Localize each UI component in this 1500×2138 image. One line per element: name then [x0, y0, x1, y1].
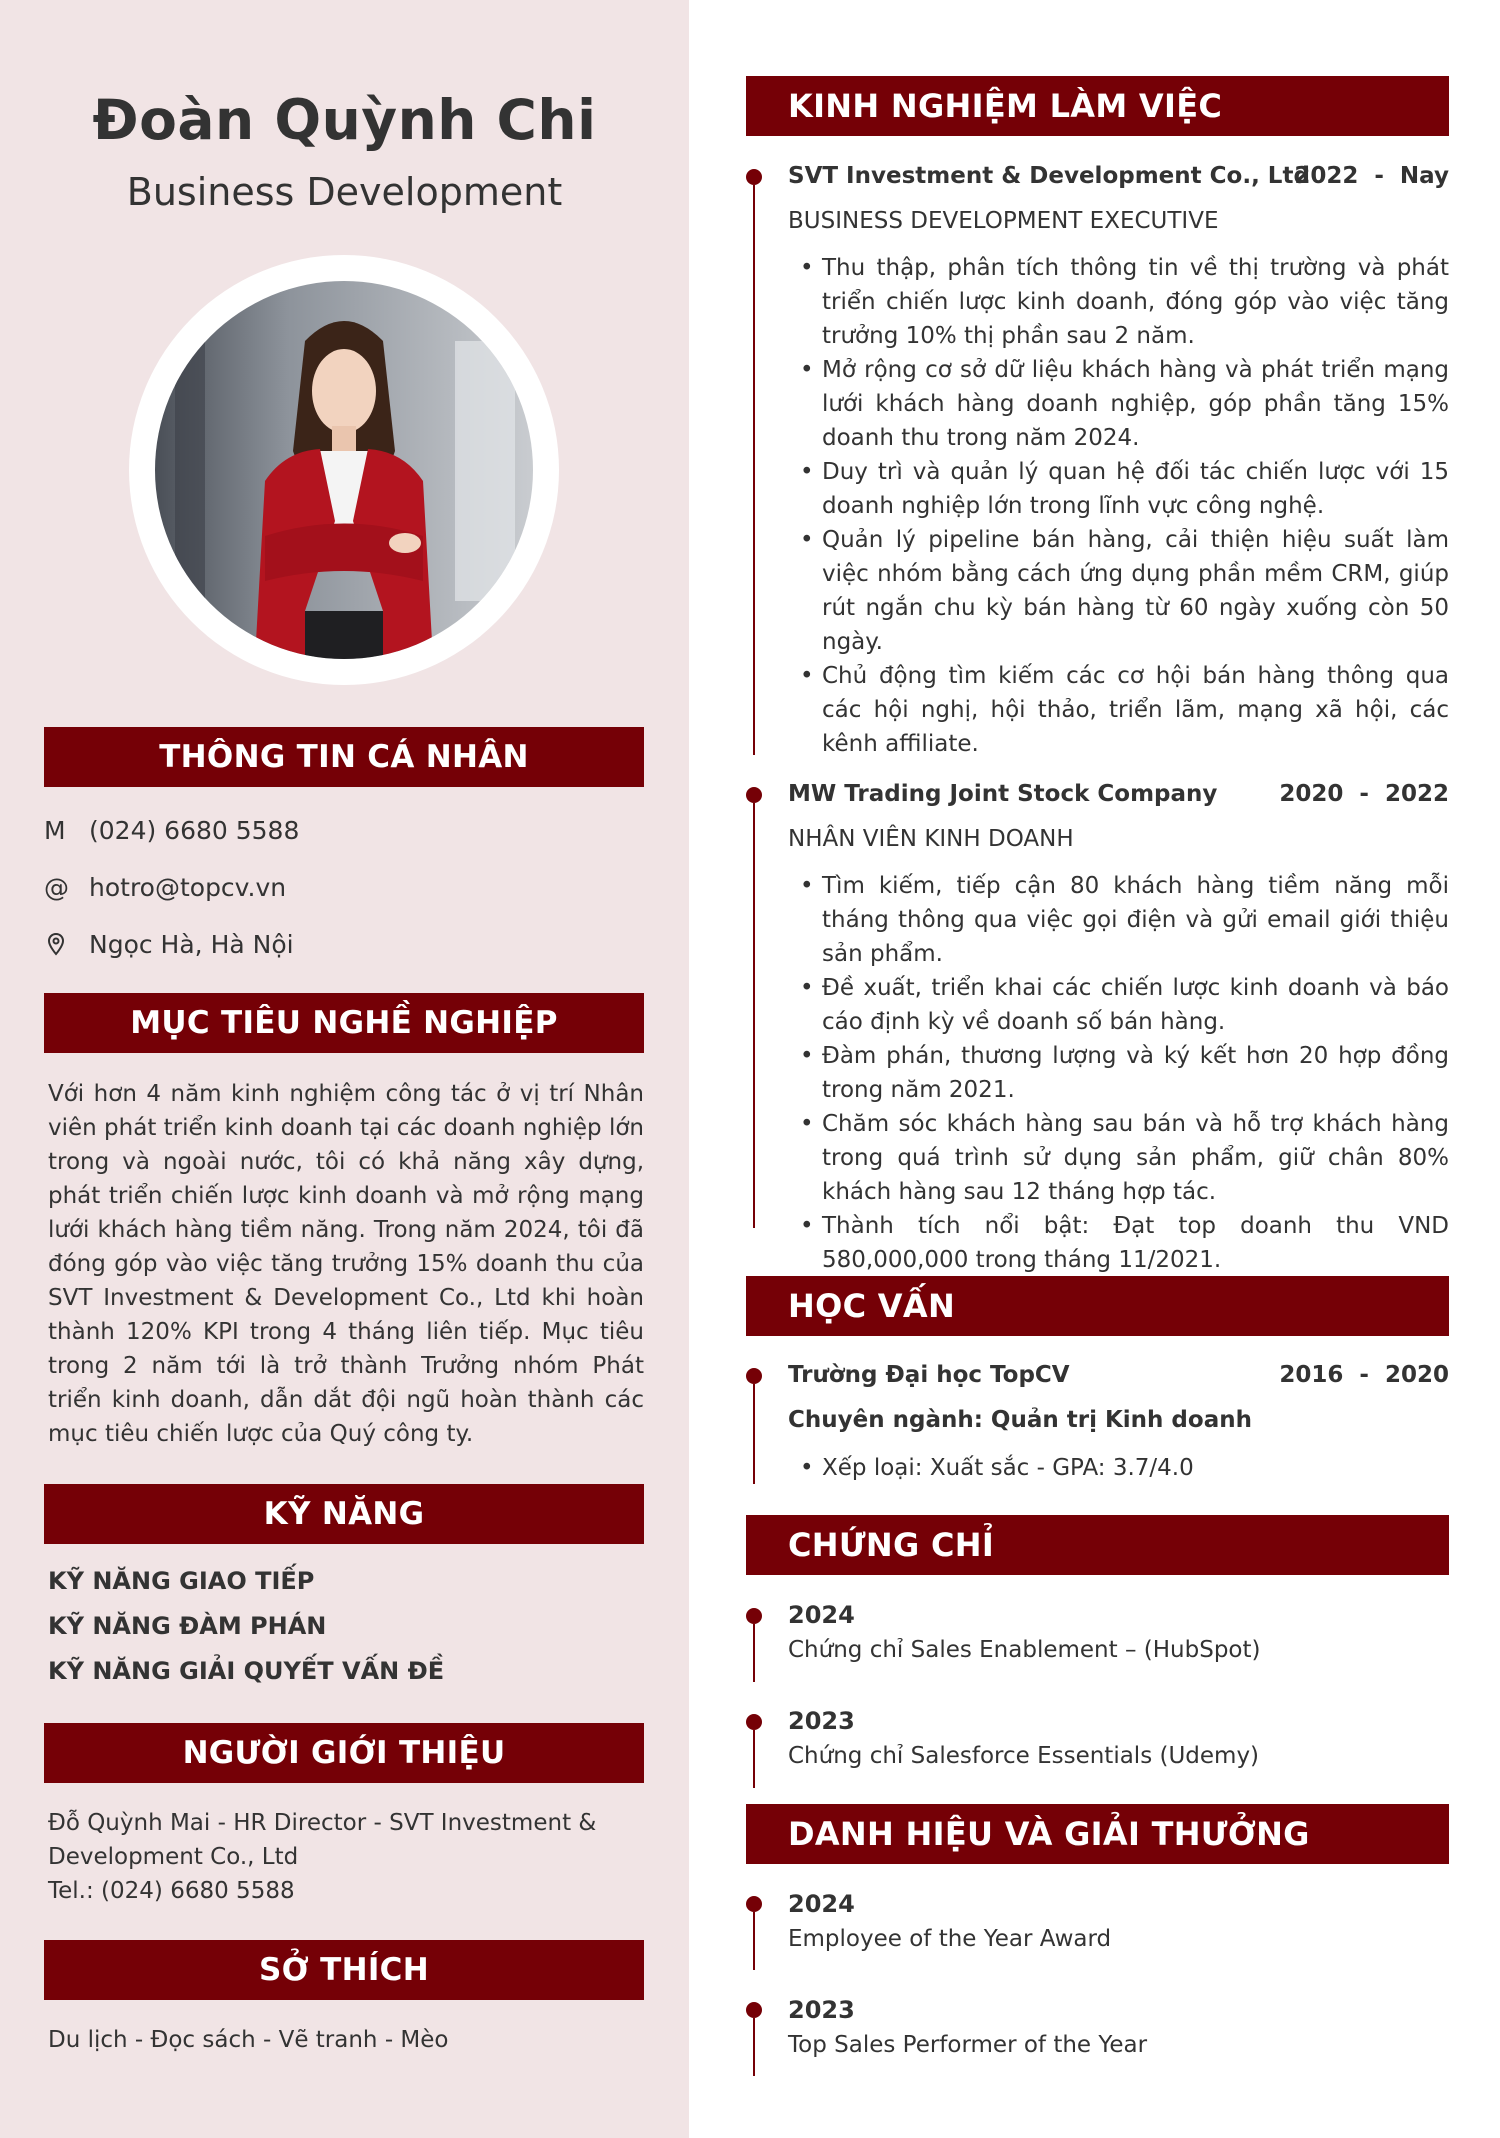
candidate-role: Business Development [126, 170, 563, 214]
certificate-year: 2023 [788, 1707, 855, 1735]
timeline-dot [746, 1608, 762, 1624]
skills-heading: KỸ NĂNG [44, 1484, 644, 1544]
experience-heading: KINH NGHIỆM LÀM VIỆC [746, 76, 1449, 136]
email-icon: @ [44, 872, 69, 902]
job-title: BUSINESS DEVELOPMENT EXECUTIVE [788, 208, 1219, 234]
referee-phone: Tel.: (024) 6680 5588 [48, 1878, 295, 1904]
award-year: 2024 [788, 1890, 855, 1918]
phone-icon: M [44, 815, 66, 845]
job-bullet: • Quản lý pipeline bán hàng, cải thiện hiệu suất làm việc nhóm bằng cách ứng dụng phần mềm CRM, giúp rút ngắn chu kỳ bán hàng từ 60 ngày xuống còn 50 ngày. [800, 523, 1449, 659]
skill-item: KỸ NĂNG GIAO TIẾP [48, 1567, 315, 1595]
certificate-year: 2024 [788, 1601, 855, 1629]
address-text: Ngọc Hà, Hà Nội [89, 929, 294, 959]
skill-item: KỸ NĂNG GIẢI QUYẾT VẤN ĐỀ [48, 1657, 445, 1685]
timeline-line [753, 803, 755, 1228]
timeline-dot [746, 1368, 762, 1384]
job-company: MW Trading Joint Stock Company [788, 781, 1218, 807]
email-text: hotro@topcv.vn [89, 872, 287, 902]
referee-heading: NGƯỜI GIỚI THIỆU [44, 1723, 644, 1783]
job-bullet: • Tìm kiếm, tiếp cận 80 khách hàng tiềm năng mỗi tháng thông qua việc gọi điện và gửi email giới thiệu sản phẩm. [800, 869, 1449, 971]
job-title: NHÂN VIÊN KINH DOANH [788, 826, 1074, 852]
certificates-heading: CHỨNG CHỈ [746, 1515, 1449, 1575]
phone-row [44, 810, 644, 850]
job-period: 2022 - Nay [1294, 163, 1449, 189]
timeline-line [753, 1624, 755, 1682]
timeline-dot [746, 1896, 762, 1912]
timeline-line [753, 1730, 755, 1788]
job-period: 2020 - 2022 [1279, 781, 1449, 807]
personal-info-heading: THÔNG TIN CÁ NHÂN [44, 727, 644, 787]
job-bullets [800, 251, 1449, 761]
education-major: Chuyên ngành: Quản trị Kinh doanh [788, 1407, 1252, 1433]
job-bullets [800, 869, 1449, 1277]
location-pin-icon [44, 932, 89, 956]
job-company: SVT Investment & Development Co., Ltd [788, 163, 1310, 189]
award-text: Top Sales Performer of the Year [788, 2032, 1148, 2058]
timeline-dot [746, 1714, 762, 1730]
timeline-line [753, 1384, 755, 1484]
avatar-frame [129, 255, 559, 685]
job-bullet: • Đề xuất, triển khai các chiến lược kinh doanh và báo cáo định kỳ về doanh số bán hàng. [800, 971, 1449, 1039]
certificate-text: Chứng chỉ Salesforce Essentials (Udemy) [788, 1743, 1260, 1769]
hobbies-text: Du lịch - Đọc sách - Vẽ tranh - Mèo [48, 2027, 449, 2053]
hobbies-heading: SỞ THÍCH [44, 1940, 644, 2000]
education-bullet: • Xếp loại: Xuất sắc - GPA: 3.7/4.0 [800, 1451, 1449, 1485]
award-year: 2023 [788, 1996, 855, 2024]
left-panel [0, 0, 689, 2138]
job-bullet: • Thu thập, phân tích thông tin về thị trường và phát triển chiến lược kinh doanh, đóng góp vào việc tăng trưởng 10% thị phần sau 2 năm. [800, 251, 1449, 353]
awards-heading: DANH HIỆU VÀ GIẢI THƯỞNG [746, 1804, 1449, 1864]
avatar-photo [155, 281, 533, 659]
job-bullet: • Chăm sóc khách hàng sau bán và hỗ trợ khách hàng trong quá trình sử dụng sản phẩm, giữ chân 80% khách hàng sau 12 tháng hợp tác. [800, 1107, 1449, 1209]
skill-item: KỸ NĂNG ĐÀM PHÁN [48, 1612, 327, 1640]
education-period: 2016 - 2020 [1279, 1362, 1449, 1388]
timeline-line [753, 2018, 755, 2076]
email-row [44, 867, 644, 907]
education-bullets [800, 1451, 1449, 1485]
objective-heading: MỤC TIÊU NGHỀ NGHIỆP [44, 993, 644, 1053]
job-bullet: • Đàm phán, thương lượng và ký kết hơn 20 hợp đồng trong năm 2021. [800, 1039, 1449, 1107]
education-heading: HỌC VẤN [746, 1276, 1449, 1336]
job-bullet: • Duy trì và quản lý quan hệ đối tác chiến lược với 15 doanh nghiệp lớn trong lĩnh vực công nghệ. [800, 455, 1449, 523]
timeline-line [753, 1912, 755, 1970]
timeline-line [753, 185, 755, 755]
school-name: Trường Đại học TopCV [788, 1362, 1070, 1388]
job-bullet: • Chủ động tìm kiếm các cơ hội bán hàng thông qua các hội nghị, hội thảo, triển lãm, mạng xã hội, các kênh affiliate. [800, 659, 1449, 761]
candidate-name: Đoàn Quỳnh Chi [92, 88, 597, 152]
timeline-dot [746, 787, 762, 803]
job-bullet: • Mở rộng cơ sở dữ liệu khách hàng và phát triển mạng lưới khách hàng doanh nghiệp, góp phần tăng 15% doanh thu trong năm 2024. [800, 353, 1449, 455]
referee-text: Đỗ Quỳnh Mai - HR Director - SVT Investment & Development Co., Ltd [48, 1810, 597, 1870]
address-row [44, 924, 644, 964]
timeline-dot [746, 169, 762, 185]
objective-text: Với hơn 4 năm kinh nghiệm công tác ở vị trí Nhân viên phát triển kinh doanh tại các doanh nghiệp lớn trong và ngoài nước, tôi có khả năng xây dựng, phát triển chiến lược kinh doanh và mở rộng mạng lưới khách hàng tiềm năng. Trong năm 2024, tôi đã đóng góp vào việc tăng trưởng 15% doanh thu của SVT Investment & Development Co., Ltd khi hoàn thành 120% KPI trong 4 tháng liên tiếp. Mục tiêu trong 2 năm tới là trở thành Trưởng nhóm Phát triển kinh doanh, dẫn dắt đội ngũ hoàn thành các mục tiêu chiến lược của Quý công ty. [48, 1081, 644, 1447]
avatar [155, 281, 533, 659]
certificate-text: Chứng chỉ Sales Enablement – (HubSpot) [788, 1637, 1261, 1663]
phone-text: (024) 6680 5588 [89, 815, 300, 845]
timeline-dot [746, 2002, 762, 2018]
award-text: Employee of the Year Award [788, 1926, 1112, 1952]
job-bullet: • Thành tích nổi bật: Đạt top doanh thu VND 580,000,000 trong tháng 11/2021. [800, 1209, 1449, 1277]
